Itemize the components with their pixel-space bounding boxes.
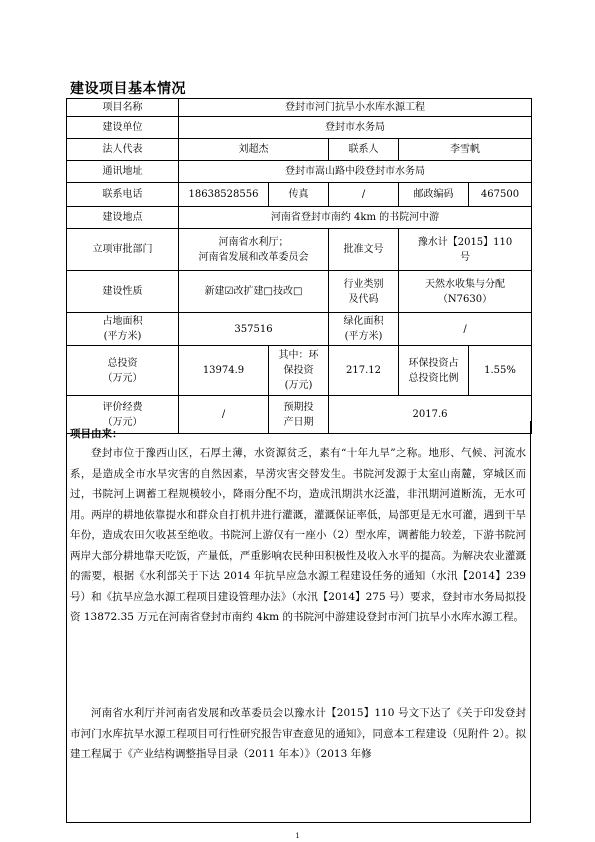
total-inv-label-line1: 总投资 bbox=[107, 357, 138, 369]
value-env-investment: 217.12 bbox=[329, 346, 399, 396]
value-eval-fee: / bbox=[179, 396, 269, 434]
value-green: / bbox=[399, 313, 532, 346]
page-title: 建设项目基本情况 bbox=[70, 81, 186, 97]
green-label-line1: 绿化面积 bbox=[343, 316, 384, 327]
prod-date-label-line2: 产日期 bbox=[283, 416, 314, 428]
total-inv-label-line2: （万元） bbox=[102, 372, 143, 384]
value-contact: 李雪帆 bbox=[399, 139, 532, 161]
industry-line1: 天然水收集与分配 bbox=[425, 278, 505, 290]
label-env-ratio bbox=[399, 346, 469, 396]
label-location: 建设地点 bbox=[67, 207, 179, 229]
label-legal-rep: 法人代表 bbox=[67, 139, 179, 161]
label-address: 通讯地址 bbox=[67, 161, 179, 183]
env-inv-label-line2: 保投资 bbox=[283, 365, 314, 376]
label-green bbox=[329, 313, 399, 346]
env-inv-label-line3: (万元) bbox=[284, 380, 313, 391]
value-nature: 新建☑改扩建□技改□ bbox=[179, 271, 329, 313]
value-prod-date: 2017.6 bbox=[329, 396, 532, 434]
label-approval-dept: 立项审批部门 bbox=[67, 229, 179, 271]
industry-label-line1: 行业类别 bbox=[343, 278, 384, 290]
industry-label-line2: 及代码 bbox=[348, 293, 379, 305]
approval-dept-line1: 河南省水利厅； bbox=[218, 236, 289, 248]
page-number: 1 bbox=[295, 832, 300, 840]
value-fax: / bbox=[329, 183, 399, 207]
label-nature: 建设性质 bbox=[67, 271, 179, 313]
value-location: 河南省登封市南约 4km 的书院河中游 bbox=[179, 207, 532, 229]
label-phone: 联系电话 bbox=[67, 183, 179, 207]
eval-fee-label-line1: 评价经费 bbox=[102, 401, 143, 413]
label-postcode: 邮政编码 bbox=[399, 183, 469, 207]
env-inv-label-line1: 其中：环 bbox=[278, 350, 319, 361]
label-area bbox=[67, 313, 179, 346]
label-total-investment bbox=[67, 346, 179, 396]
project-origin-heading: 项目由来： bbox=[70, 428, 123, 440]
value-legal-rep: 刘超杰 bbox=[179, 139, 329, 161]
value-total-investment: 13974.9 bbox=[179, 346, 269, 396]
area-label-line1: 占地面积 bbox=[102, 316, 143, 327]
approval-dept-line2: 河南省发展和改革委员会 bbox=[198, 251, 309, 263]
env-ratio-label-line1: 环保投资占 bbox=[408, 357, 459, 369]
label-env-investment bbox=[269, 346, 329, 396]
value-construction-unit: 登封市水务局 bbox=[179, 117, 532, 139]
value-project-name: 登封市河门抗旱小水库水源工程 bbox=[179, 99, 532, 117]
value-phone: 18638528556 bbox=[179, 183, 269, 207]
industry-line2: （N7630） bbox=[437, 293, 493, 305]
project-info-table bbox=[66, 98, 532, 434]
value-env-ratio: 1.55% bbox=[469, 346, 532, 396]
value-postcode: 467500 bbox=[469, 183, 532, 207]
value-area: 357516 bbox=[179, 313, 329, 346]
value-approval-dept bbox=[179, 229, 329, 271]
origin-paragraph-1: 登封市位于豫西山区，石厚土薄，水资源贫乏，素有“十年九旱”之称。地形、气候、河流水系，是造成全市水旱灾害的自然因素，旱涝灾害交替发生。书院河发源于太室山南麓，穿城区而过，书院河上调蓄工程规模较小，降雨分配不均，造成汛期洪水泛滥，非汛期河道断流，无水可用。两岸的耕地依靠提水和群众自打机井进行灌溉，灌溉保证率低，局部更是无水可灌，遇到干旱年份，造成农田欠收甚至绝收。书院河上游仅有一座小（2）型水库，调蓄能力较差，下游书院河两岸大部分耕地靠天吃饭，产量低，严重影响农民种田积极性及收入水平的提高。为解决农业灌溉的需要，根据《水利部关于下达 2014 年抗旱应急水源工程建设任务的通知（水汛【2014】239 号）和《抗旱应急水源工程项目建设管理办法》（水汛【2014】275 号）要求，登封市水务局拟投资 13872.35 万元在河南省登封市南约 4km 的书院河中游建设登封市河门抗旱小水库水源工程。 bbox=[70, 447, 526, 623]
label-contact: 联系人 bbox=[329, 139, 399, 161]
label-industry bbox=[329, 271, 399, 313]
eval-fee-label-line2: （万元） bbox=[102, 416, 143, 428]
env-ratio-label-line2: 总投资比例 bbox=[408, 372, 459, 384]
approval-no-line2: 号 bbox=[460, 251, 470, 263]
label-approval-no: 批准文号 bbox=[329, 229, 399, 271]
area-label-line2: (平方米) bbox=[103, 331, 142, 342]
value-industry bbox=[399, 271, 532, 313]
approval-no-line1: 豫水计【2015】110 bbox=[417, 236, 513, 248]
label-construction-unit: 建设单位 bbox=[67, 117, 179, 139]
label-project-name: 项目名称 bbox=[67, 99, 179, 117]
prod-date-label-line1: 预期投 bbox=[283, 401, 314, 413]
origin-paragraph-2: 河南省水利厅并河南省发展和改革委员会以豫水计【2015】110 号文下达了《关于印发登封市河门水库抗旱水源工程项目可行性研究报告审查意见的通知》，同意本工程建设（见附件 2）。拟建工程属于《产业结构调整指导目录（2011 年本）》（2013 年修 bbox=[70, 707, 526, 760]
label-fax: 传真 bbox=[269, 183, 329, 207]
value-approval-no bbox=[399, 229, 532, 271]
green-label-line2: (平方米) bbox=[344, 331, 383, 342]
value-address: 登封市嵩山路中段登封市水务局 bbox=[179, 161, 532, 183]
